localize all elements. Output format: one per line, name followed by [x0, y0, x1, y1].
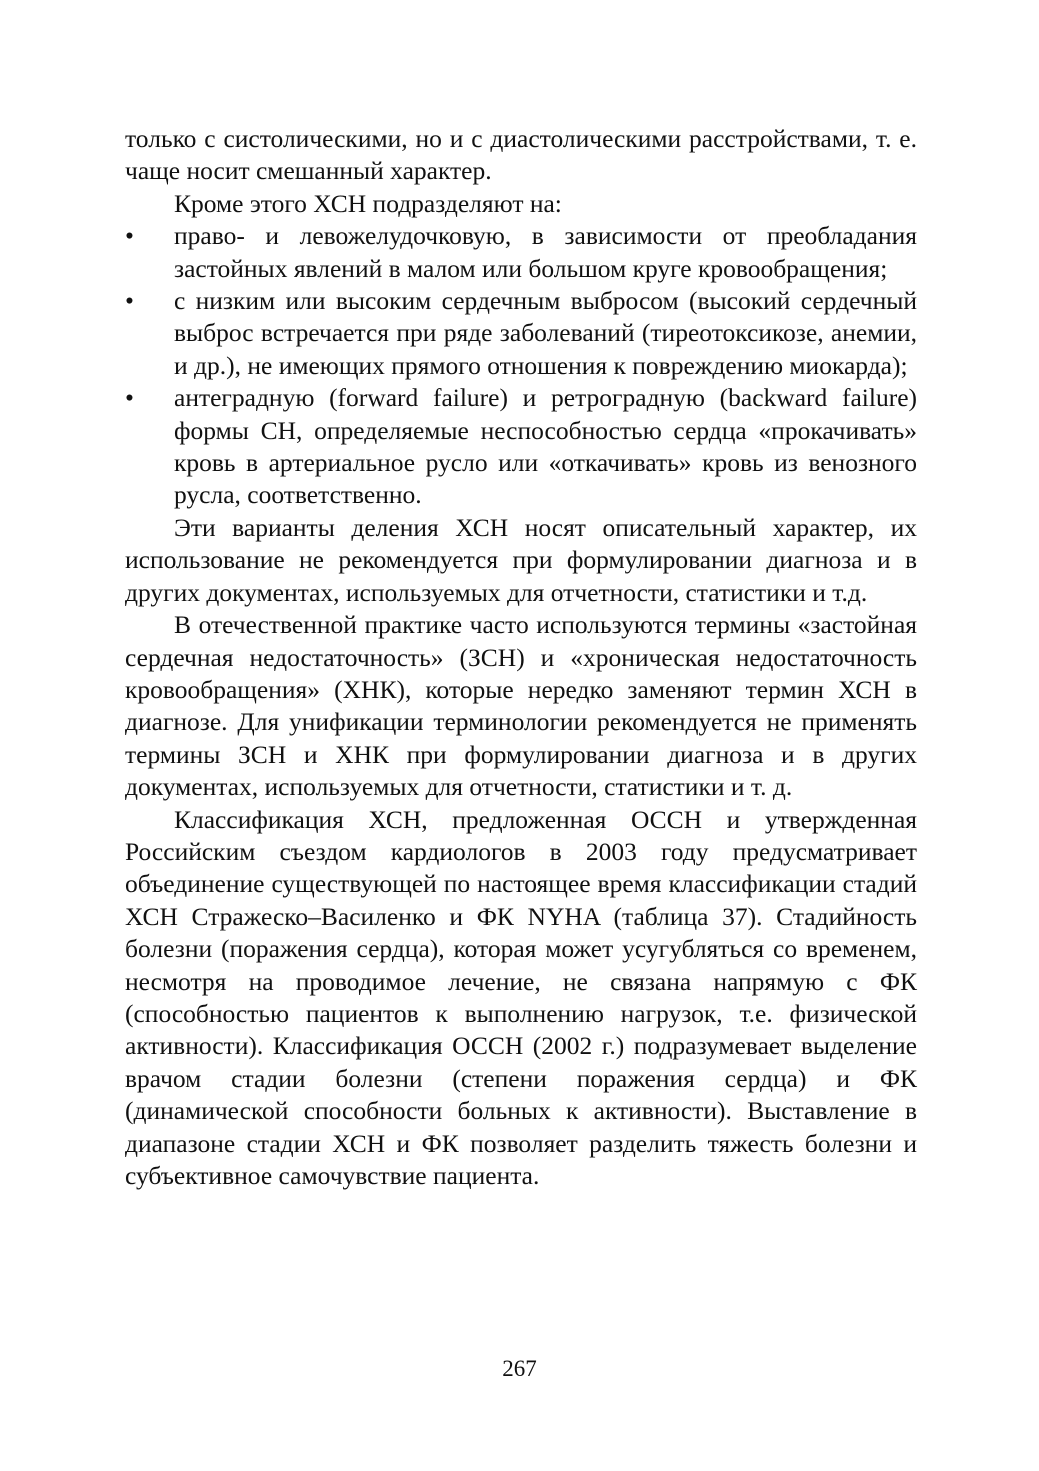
body-paragraph: Классификация ХСН, предложенная ОССН и утвержденная Российским съездом кардиологов в 2003 году предусматривает объединение существующей по настоящее время классификации стадий ХСН Стражеско–Василенко и ФК NYHA (таблица 37). Стадийность болезни (поражения сердца), которая может усугубляться со временем, несмотря на проводимое лечение, не связана напрямую с ФК (способностью пациентов к выполнению нагрузок, т.е. физической активности). Классификация ОССН (2002 г.) подразумевает выделение врачом стадии болезни (степени поражения сердца) и ФК (динамической способности больных к активности). Выставление в диапазоне стадии ХСН и ФК позволяет разделить тяжесть болезни и субъективное самочувствие пациента.	[125, 804, 917, 1190]
bullet-marker: •	[125, 383, 134, 413]
classification-list	[125, 220, 917, 512]
list-item	[125, 220, 917, 285]
page-number: 267	[502, 1356, 537, 1381]
body-paragraph: Эти варианты деления ХСН носят описательный характер, их использование не рекомендуется при формулировании диагноза и в других документах, используемых для отчетности, статистики и т.д.	[125, 512, 917, 607]
list-item-text: с низким или высоким сердечным выбросом (высокий сердечный выброс встречается при ряде заболеваний (тиреотоксикозе, анемии, и др.), не имеющих прямого отношения к повреждению миокарда);	[174, 286, 917, 380]
body-paragraph: В отечественной практике часто используются термины «застойная сердечная недостаточность» (ЗСН) и «хроническая недостаточность кровообращения» (ХНК), которые нередко заменяют термин ХСН в диагнозе. Для унификации терминологии рекомендуется не применять термины ЗСН и ХНК при формулировании диагноза и в других документах, используемых для отчетности, статистики и т. д.	[125, 610, 917, 802]
list-item	[125, 285, 917, 382]
page-text	[125, 123, 917, 1192]
list-item	[125, 382, 917, 512]
intro-continuation-paragraph: только с систолическими, но и с диастолическими расстройствами, т. е. чаще носит смешанный характер.	[125, 124, 917, 186]
list-intro-paragraph: Кроме этого ХСН подразделяют на:	[174, 188, 562, 218]
list-item-text: антеградную (forward failure) и ретроградную (backward failure) формы СН, определяемые неспособностью сердца «прокачивать» кровь в артериальное русло или «откачивать» кровь из венозного русла, соответственно.	[174, 383, 917, 510]
bullet-marker: •	[125, 221, 134, 251]
bullet-marker: •	[125, 286, 134, 316]
list-item-text: право- и левожелудочковую, в зависимости от преобладания застойных явлений в малом или большом круге кровообращения;	[174, 221, 917, 283]
